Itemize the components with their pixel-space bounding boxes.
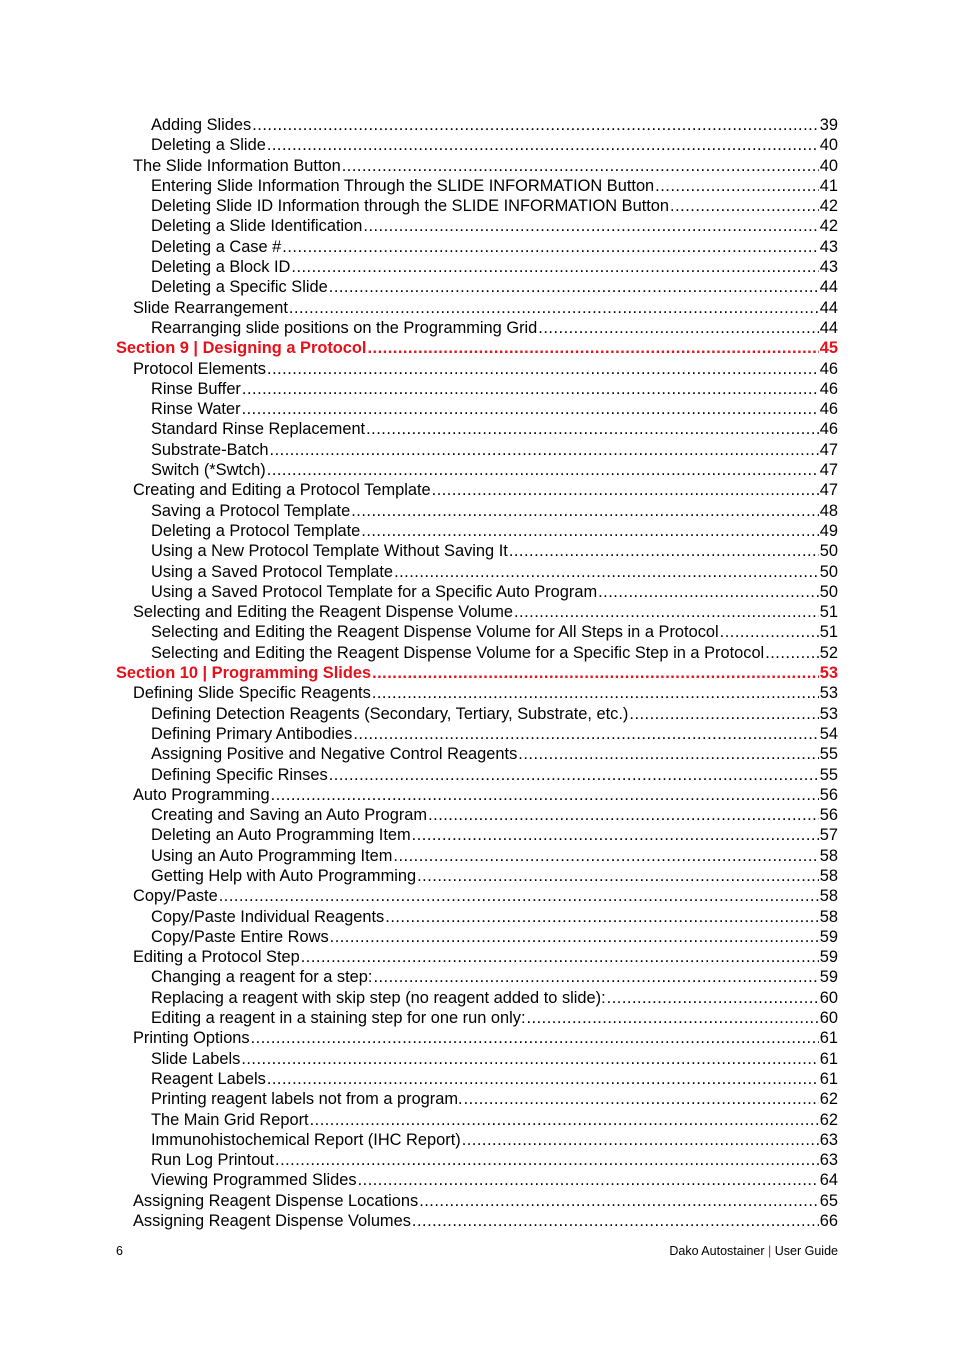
toc-entry[interactable] xyxy=(116,359,838,379)
toc-entry[interactable] xyxy=(116,501,838,521)
toc-entry[interactable] xyxy=(116,724,838,744)
toc-entry-title: Rinse Buffer xyxy=(151,379,241,398)
toc-entry[interactable] xyxy=(116,156,838,176)
toc-entry-title: Saving a Protocol Template xyxy=(151,501,351,520)
toc-entry[interactable] xyxy=(116,967,838,987)
dot-leader xyxy=(655,176,819,196)
dot-leader xyxy=(271,785,819,805)
toc-entry-page: 59 xyxy=(819,927,838,946)
toc-entry-title: Deleting a Block ID xyxy=(151,258,291,277)
toc-entry-title: Getting Help with Auto Programming xyxy=(151,866,417,885)
toc-entry-page: 61 xyxy=(819,1069,838,1088)
toc-entry-title: Replacing a reagent with skip step (no reagent added to slide): xyxy=(151,988,606,1007)
toc-entry-title: Using a New Protocol Template Without Saving It xyxy=(151,542,508,561)
toc-entry-title: Selecting and Editing the Reagent Dispense Volume for All Steps in a Protocol xyxy=(151,623,719,642)
dot-leader xyxy=(252,115,819,135)
toc-entry-page: 40 xyxy=(819,136,838,155)
dot-leader xyxy=(412,825,819,845)
toc-entry[interactable] xyxy=(116,460,838,480)
dot-leader xyxy=(267,1069,819,1089)
toc-entry-page: 40 xyxy=(819,156,838,175)
toc-entry-page: 59 xyxy=(819,968,838,987)
toc-entry[interactable] xyxy=(116,237,838,257)
toc-entry-title: Printing Options xyxy=(133,1029,250,1048)
toc-entry[interactable] xyxy=(116,379,838,399)
toc-entry-title: Standard Rinse Replacement xyxy=(151,420,366,439)
toc-entry-page: 44 xyxy=(819,318,838,337)
dot-leader xyxy=(353,724,818,744)
toc-entry-title: Copy/Paste xyxy=(133,887,218,906)
toc-entry-title: Defining Specific Rinses xyxy=(151,765,328,784)
toc-entry[interactable] xyxy=(116,643,838,663)
toc-entry[interactable] xyxy=(116,765,838,785)
toc-entry-page: 47 xyxy=(819,461,838,480)
dot-leader xyxy=(509,541,819,561)
dot-leader xyxy=(282,237,818,257)
toc-entry[interactable] xyxy=(116,582,838,602)
dot-leader xyxy=(518,744,818,764)
toc-entry-title: Deleting an Auto Programming Item xyxy=(151,826,411,845)
toc-entry[interactable] xyxy=(116,622,838,642)
page-footer xyxy=(116,1244,838,1258)
toc-entry-title: Printing reagent labels not from a program. xyxy=(151,1090,463,1109)
dot-leader xyxy=(270,440,819,460)
toc-entry-page: 64 xyxy=(819,1171,838,1190)
dot-leader xyxy=(432,480,819,500)
toc-entry[interactable] xyxy=(116,1150,838,1170)
toc-entry-page: 59 xyxy=(819,948,838,967)
toc-entry-page: 54 xyxy=(819,724,838,743)
dot-leader xyxy=(310,1110,819,1130)
toc-entry-page: 63 xyxy=(819,1151,838,1170)
table-of-contents xyxy=(116,115,838,1231)
toc-entry[interactable] xyxy=(116,907,838,927)
toc-entry-page: 45 xyxy=(819,339,838,358)
dot-leader xyxy=(366,419,819,439)
toc-entry[interactable] xyxy=(116,886,838,906)
toc-entry[interactable] xyxy=(116,947,838,967)
toc-entry-page: 66 xyxy=(819,1212,838,1231)
toc-entry-title: Copy/Paste Individual Reagents xyxy=(151,907,385,926)
toc-entry-page: 43 xyxy=(819,258,838,277)
dot-leader xyxy=(361,521,819,541)
toc-entry-page: 43 xyxy=(819,237,838,256)
toc-entry-page: 42 xyxy=(819,217,838,236)
toc-section-heading[interactable] xyxy=(116,338,838,358)
toc-entry[interactable] xyxy=(116,1049,838,1069)
dot-leader xyxy=(373,967,818,987)
dot-leader xyxy=(291,257,818,277)
toc-entry-page: 57 xyxy=(819,826,838,845)
dot-leader xyxy=(358,1170,819,1190)
toc-entry-page: 62 xyxy=(819,1090,838,1109)
toc-entry[interactable] xyxy=(116,1211,838,1231)
toc-entry-page: 50 xyxy=(819,562,838,581)
toc-entry-title: Section 9 | Designing a Protocol xyxy=(116,339,367,358)
toc-entry-title: Slide Rearrangement xyxy=(133,298,288,317)
toc-entry[interactable] xyxy=(116,521,838,541)
toc-entry-page: 58 xyxy=(819,866,838,885)
dot-leader xyxy=(629,704,818,724)
toc-entry-page: 47 xyxy=(819,440,838,459)
toc-entry[interactable] xyxy=(116,744,838,764)
toc-entry-page: 39 xyxy=(819,116,838,134)
toc-entry-page: 51 xyxy=(819,603,838,622)
toc-entry-page: 55 xyxy=(819,765,838,784)
dot-leader xyxy=(527,1008,819,1028)
toc-entry[interactable] xyxy=(116,440,838,460)
toc-entry-title: Assigning Reagent Dispense Volumes xyxy=(133,1212,411,1231)
toc-entry-title: Assigning Reagent Dispense Locations xyxy=(133,1191,419,1210)
toc-section-heading[interactable] xyxy=(116,663,838,683)
toc-entry-title: Substrate-Batch xyxy=(151,440,269,459)
toc-entry-title: Auto Programming xyxy=(133,785,270,804)
dot-leader xyxy=(670,196,819,216)
toc-entry-title: Adding Slides xyxy=(151,116,252,134)
toc-entry-title: Run Log Printout xyxy=(151,1151,275,1170)
toc-entry-page: 61 xyxy=(819,1049,838,1068)
toc-entry-title: Rearranging slide positions on the Programming Grid xyxy=(151,318,538,337)
dot-leader xyxy=(372,663,819,683)
toc-entry[interactable] xyxy=(116,1130,838,1150)
toc-entry[interactable] xyxy=(116,1089,838,1109)
toc-entry[interactable] xyxy=(116,1069,838,1089)
footer-doc-type: User Guide xyxy=(774,1244,838,1258)
toc-entry-page: 58 xyxy=(819,907,838,926)
toc-entry-page: 46 xyxy=(819,400,838,419)
toc-entry[interactable] xyxy=(116,602,838,622)
toc-entry[interactable] xyxy=(116,135,838,155)
toc-entry-title: Copy/Paste Entire Rows xyxy=(151,927,329,946)
toc-entry[interactable] xyxy=(116,298,838,318)
toc-entry[interactable] xyxy=(116,1028,838,1048)
toc-entry-title: Defining Primary Antibodies xyxy=(151,724,353,743)
toc-entry-page: 44 xyxy=(819,278,838,297)
toc-entry-title: Using a Saved Protocol Template xyxy=(151,562,394,581)
toc-entry-title: Deleting a Protocol Template xyxy=(151,521,361,540)
toc-entry-title: Selecting and Editing the Reagent Dispense Volume for a Specific Step in a Protocol xyxy=(151,643,765,662)
dot-leader xyxy=(393,846,818,866)
toc-entry-page: 46 xyxy=(819,379,838,398)
toc-entry-title: Rinse Water xyxy=(151,400,241,419)
toc-entry[interactable] xyxy=(116,257,838,277)
toc-entry-page: 50 xyxy=(819,542,838,561)
toc-entry[interactable] xyxy=(116,1170,838,1190)
dot-leader xyxy=(538,318,818,338)
dot-leader xyxy=(330,927,819,947)
dot-leader xyxy=(251,1028,819,1048)
dot-leader xyxy=(351,501,819,521)
toc-entry-title: The Main Grid Report xyxy=(151,1110,309,1129)
toc-entry-title: Using a Saved Protocol Template for a Specific Auto Program xyxy=(151,582,598,601)
dot-leader xyxy=(219,886,819,906)
toc-entry[interactable] xyxy=(116,805,838,825)
toc-entry[interactable] xyxy=(116,115,838,135)
toc-entry-title: Defining Slide Specific Reagents xyxy=(133,684,371,703)
dot-leader xyxy=(301,947,819,967)
dot-leader xyxy=(329,765,819,785)
toc-entry-page: 50 xyxy=(819,582,838,601)
toc-entry[interactable] xyxy=(116,216,838,236)
toc-entry[interactable] xyxy=(116,541,838,561)
toc-entry[interactable] xyxy=(116,704,838,724)
toc-entry-title: Editing a reagent in a staining step for one run only: xyxy=(151,1009,526,1028)
dot-leader xyxy=(368,338,819,358)
dot-leader xyxy=(462,1130,819,1150)
toc-entry[interactable] xyxy=(116,1008,838,1028)
toc-entry[interactable] xyxy=(116,866,838,886)
footer-product: Dako Autostainer xyxy=(669,1244,765,1258)
toc-entry-title: Deleting a Specific Slide xyxy=(151,278,328,297)
toc-entry-page: 41 xyxy=(819,176,838,195)
dot-leader xyxy=(419,1191,819,1211)
toc-entry[interactable] xyxy=(116,196,838,216)
toc-entry-title: Protocol Elements xyxy=(133,359,267,378)
toc-entry-title: The Slide Information Button xyxy=(133,156,341,175)
toc-entry[interactable] xyxy=(116,846,838,866)
toc-entry-title: Using an Auto Programming Item xyxy=(151,846,393,865)
toc-entry-title: Deleting a Slide Identification xyxy=(151,217,363,236)
dot-leader xyxy=(412,1211,819,1231)
toc-entry[interactable] xyxy=(116,1110,838,1130)
toc-entry-page: 46 xyxy=(819,359,838,378)
toc-entry-title: Selecting and Editing the Reagent Dispense Volume xyxy=(133,603,513,622)
dot-leader xyxy=(607,988,819,1008)
dot-leader xyxy=(241,1049,818,1069)
toc-entry-title: Creating and Editing a Protocol Template xyxy=(133,481,431,500)
toc-entry[interactable] xyxy=(116,683,838,703)
dot-leader xyxy=(242,399,819,419)
toc-entry-title: Changing a reagent for a step: xyxy=(151,968,373,987)
toc-entry-page: 51 xyxy=(819,623,838,642)
toc-entry[interactable] xyxy=(116,419,838,439)
toc-entry-page: 46 xyxy=(819,420,838,439)
toc-entry-title: Defining Detection Reagents (Secondary, Tertiary, Substrate, etc.) xyxy=(151,704,629,723)
toc-entry-title: Deleting a Case # xyxy=(151,237,282,256)
toc-entry-title: Switch (*Swtch) xyxy=(151,461,266,480)
toc-entry-title: Slide Labels xyxy=(151,1049,241,1068)
toc-entry-page: 47 xyxy=(819,481,838,500)
toc-entry-page: 53 xyxy=(819,704,838,723)
toc-entry-page: 60 xyxy=(819,1009,838,1028)
toc-entry-title: Assigning Positive and Negative Control Reagents xyxy=(151,745,518,764)
toc-entry[interactable] xyxy=(116,480,838,500)
footer-separator: | xyxy=(768,1244,772,1258)
dot-leader xyxy=(514,602,819,622)
dot-leader xyxy=(765,643,819,663)
toc-entry-title: Editing a Protocol Step xyxy=(133,948,300,967)
toc-entry[interactable] xyxy=(116,318,838,338)
dot-leader xyxy=(720,622,819,642)
dot-leader xyxy=(267,135,819,155)
dot-leader xyxy=(242,379,819,399)
toc-entry[interactable] xyxy=(116,399,838,419)
toc-entry-title: Reagent Labels xyxy=(151,1069,266,1088)
toc-entry-title: Immunohistochemical Report (IHC Report) xyxy=(151,1130,461,1149)
toc-entry[interactable] xyxy=(116,988,838,1008)
toc-entry-page: 52 xyxy=(819,643,838,662)
toc-entry-page: 42 xyxy=(819,197,838,216)
dot-leader xyxy=(394,562,819,582)
toc-entry-page: 53 xyxy=(819,664,838,683)
dot-leader xyxy=(385,907,819,927)
toc-entry-title: Entering Slide Information Through the SLIDE INFORMATION Button xyxy=(151,176,655,195)
toc-entry-title: Section 10 | Programming Slides xyxy=(116,664,372,683)
dot-leader xyxy=(363,216,818,236)
toc-entry[interactable] xyxy=(116,176,838,196)
dot-leader xyxy=(275,1150,819,1170)
toc-entry[interactable] xyxy=(116,562,838,582)
dot-leader xyxy=(267,359,819,379)
dot-leader xyxy=(329,277,819,297)
toc-entry-page: 61 xyxy=(819,1029,838,1048)
dot-leader xyxy=(342,156,819,176)
toc-entry[interactable] xyxy=(116,1191,838,1211)
toc-entry-page: 65 xyxy=(819,1191,838,1210)
dot-leader xyxy=(372,683,819,703)
toc-entry-page: 56 xyxy=(819,806,838,825)
toc-entry-page: 63 xyxy=(819,1130,838,1149)
page-number: 6 xyxy=(116,1244,123,1258)
toc-entry-page: 48 xyxy=(819,501,838,520)
toc-entry-title: Deleting a Slide xyxy=(151,136,266,155)
dot-leader xyxy=(428,805,819,825)
toc-entry-title: Creating and Saving an Auto Program xyxy=(151,806,428,825)
toc-entry-page: 53 xyxy=(819,684,838,703)
toc-entry-title: Deleting Slide ID Information through the SLIDE INFORMATION Button xyxy=(151,197,670,216)
toc-entry[interactable] xyxy=(116,927,838,947)
toc-entry[interactable] xyxy=(116,825,838,845)
toc-entry-page: 60 xyxy=(819,988,838,1007)
toc-entry-title: Viewing Programmed Slides xyxy=(151,1171,357,1190)
dot-leader xyxy=(289,298,819,318)
toc-entry-page: 58 xyxy=(819,846,838,865)
toc-entry-page: 58 xyxy=(819,887,838,906)
toc-entry-page: 62 xyxy=(819,1110,838,1129)
dot-leader xyxy=(417,866,819,886)
toc-entry-page: 56 xyxy=(819,785,838,804)
toc-entry[interactable] xyxy=(116,785,838,805)
toc-entry-page: 49 xyxy=(819,521,838,540)
dot-leader xyxy=(267,460,819,480)
toc-entry-page: 55 xyxy=(819,745,838,764)
dot-leader xyxy=(464,1089,819,1109)
toc-entry[interactable] xyxy=(116,277,838,297)
footer-document-title xyxy=(669,1244,838,1258)
toc-entry-page: 44 xyxy=(819,298,838,317)
dot-leader xyxy=(598,582,819,602)
